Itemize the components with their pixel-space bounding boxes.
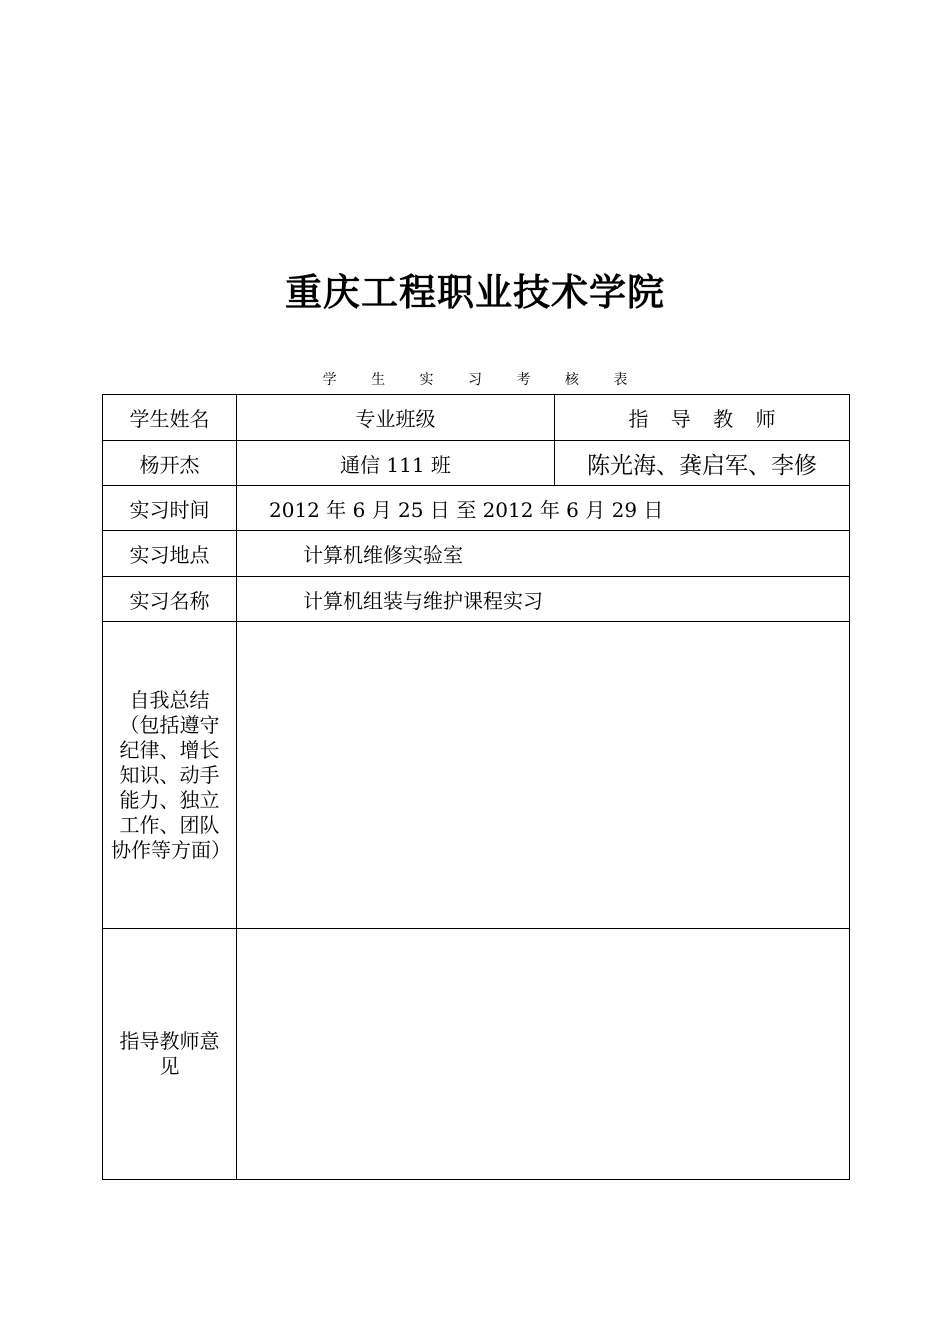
internship-name-label: 实习名称 [103, 577, 237, 622]
internship-time-value: 2012 年 6 月 25 日 至 2012 年 6 月 29 日 [237, 486, 850, 531]
form-subtitle: 学 生 实 习 考 核 表 [322, 372, 643, 388]
major-class-label: 专业班级 [237, 395, 555, 441]
internship-location-value: 计算机维修实验室 [237, 531, 850, 577]
table-row-info [103, 441, 850, 486]
advisor-label: 指 导 教 师 [555, 395, 850, 441]
table-row-self-summary [103, 622, 850, 929]
table-row-location [103, 531, 850, 577]
table-row-advisor-opinion [103, 929, 850, 1180]
page-title: 重庆工程职业技术学院 [285, 271, 665, 314]
internship-location-label: 实习地点 [103, 531, 237, 577]
self-summary-label: 自我总结（包括遵守纪律、增长知识、动手能力、独立工作、团队协作等方面） [103, 622, 237, 929]
internship-time-label: 实习时间 [103, 486, 237, 531]
advisor-opinion-field[interactable] [237, 929, 850, 1180]
table-row-time [103, 486, 850, 531]
advisors-value: 陈光海、龚启军、李修 [555, 441, 850, 486]
assessment-table [102, 394, 850, 1180]
self-summary-field[interactable] [237, 622, 850, 929]
advisor-opinion-label: 指导教师意见 [103, 929, 237, 1180]
table-row-name [103, 577, 850, 622]
student-name-label: 学生姓名 [103, 395, 237, 441]
student-name-value: 杨开杰 [103, 441, 237, 486]
internship-name-value: 计算机组装与维护课程实习 [237, 577, 850, 622]
table-row-header [103, 395, 850, 441]
major-class-value: 通信 111 班 [237, 441, 555, 486]
